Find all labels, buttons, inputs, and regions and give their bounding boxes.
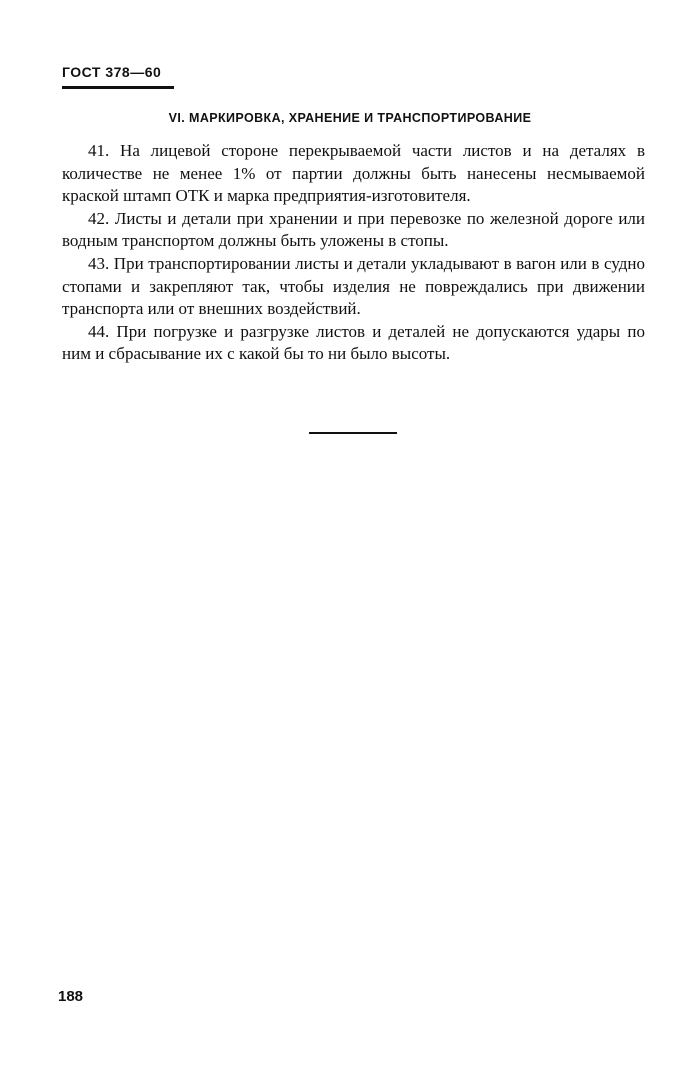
section-title: VI. МАРКИРОВКА, ХРАНЕНИЕ И ТРАНСПОРТИРОВАНИЕ bbox=[168, 111, 532, 125]
page-number: 188 bbox=[58, 988, 84, 1005]
document-code: ГОСТ 378—60 bbox=[62, 64, 162, 80]
header-underline bbox=[62, 86, 174, 89]
paragraph-43: 43. При транспортировании листы и детали укладывают в вагон или в судно стопами и закрепляют так, чтобы изделия не повреждались при движении транспорта или от внешних воздействий. bbox=[62, 253, 645, 319]
paragraph-41: 41. На лицевой стороне перекрываемой части листов и на деталях в количестве не менее 1% от партии должны быть нанесены несмываемой краской штамп ОТК и марка предприятия-изготовителя. bbox=[62, 141, 645, 206]
paragraph-44: 44. При погрузке и разгрузке листов и деталей не допускаются удары по ним и сбрасывание их с какой бы то ни было высоты. bbox=[62, 321, 645, 364]
section-body bbox=[62, 140, 645, 366]
paragraph-42: 42. Листы и детали при хранении и при перевозке по железной дороге или водным транспортом должны быть уложены в стопы. bbox=[62, 208, 645, 251]
end-of-section-rule bbox=[309, 432, 397, 434]
